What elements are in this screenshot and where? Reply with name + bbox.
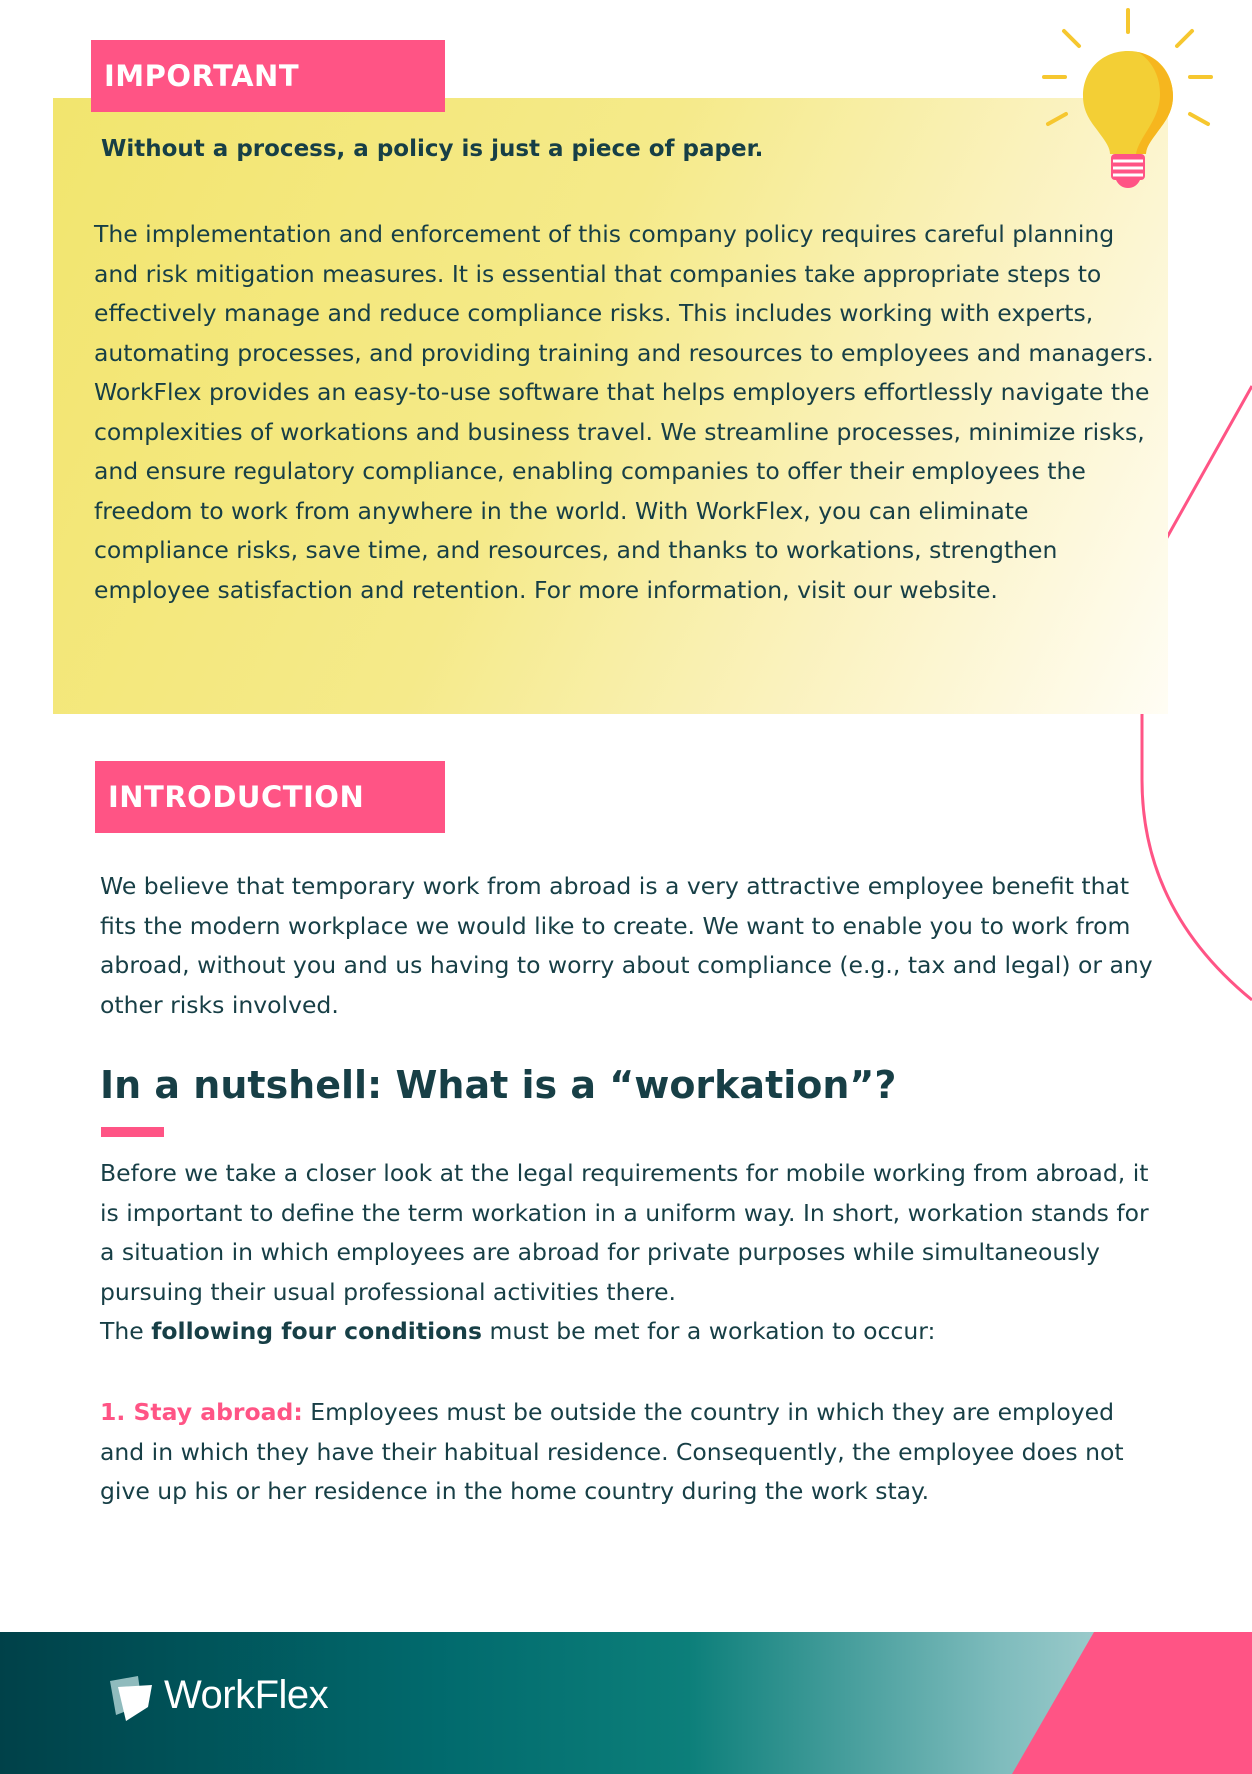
introduction-tag: INTRODUCTION xyxy=(95,761,445,833)
definition-text: Before we take a closer look at the legal requirements for mobile working from abroad, it is important to define the term workation in a uniform way. In short, workation stands for a situation in which employees are abroad for private purposes while simultaneously pursuing their usual professional activities there. xyxy=(100,1159,1149,1306)
title-underline xyxy=(101,1127,164,1137)
important-tag: IMPORTANT xyxy=(91,40,445,112)
condition-item xyxy=(100,1393,1160,1512)
workation-definition xyxy=(100,1154,1160,1352)
workflex-logo-icon xyxy=(106,1673,158,1725)
conditions-intro-pre: The xyxy=(100,1317,152,1345)
condition-label: 1. Stay abroad: xyxy=(100,1398,303,1426)
workflex-logo-text: WorkFlex xyxy=(164,1673,329,1717)
condition-text: Employees must be outside the country in which they are employed and in which they have their habitual residence. Consequently, the employee does not give up his or her residence in the home country during the work stay. xyxy=(100,1398,1124,1505)
conditions-intro-post: must be met for a workation to occur: xyxy=(482,1317,936,1345)
lightbulb-icon xyxy=(1040,6,1215,191)
important-body: The implementation and enforcement of this company policy requires careful planning and risk mitigation measures. It is essential that companies take appropriate steps to effectively manage and reduce compliance risks. This includes working with experts, automating processes, and providing training and resources to employees and managers. WorkFlex provides an easy-to-use software that helps employers effortlessly navigate the complexities of workations and business travel. We streamline processes, minimize risks, and ensure regulatory compliance, enabling companies to offer their employees the freedom to work from anywhere in the world. With WorkFlex, you can eliminate compliance risks, save time, and resources, and thanks to workations, strengthen employee satisfaction and retention. For more information, visit our website. xyxy=(94,220,1154,604)
important-lead: Without a process, a policy is just a piece of paper. xyxy=(101,136,764,162)
introduction-body: We believe that temporary work from abroad is a very attractive employee benefit that fits the modern workplace we would like to create. We want to enable you to work from abroad, without you and us having to worry about compliance (e.g., tax and legal) or any other risks involved. xyxy=(100,872,1153,1019)
section-title: In a nutshell: What is a “workation”? xyxy=(100,1063,897,1107)
conditions-intro-bold: following four conditions xyxy=(151,1317,483,1345)
footer-pink-corner xyxy=(1012,1632,1252,1774)
